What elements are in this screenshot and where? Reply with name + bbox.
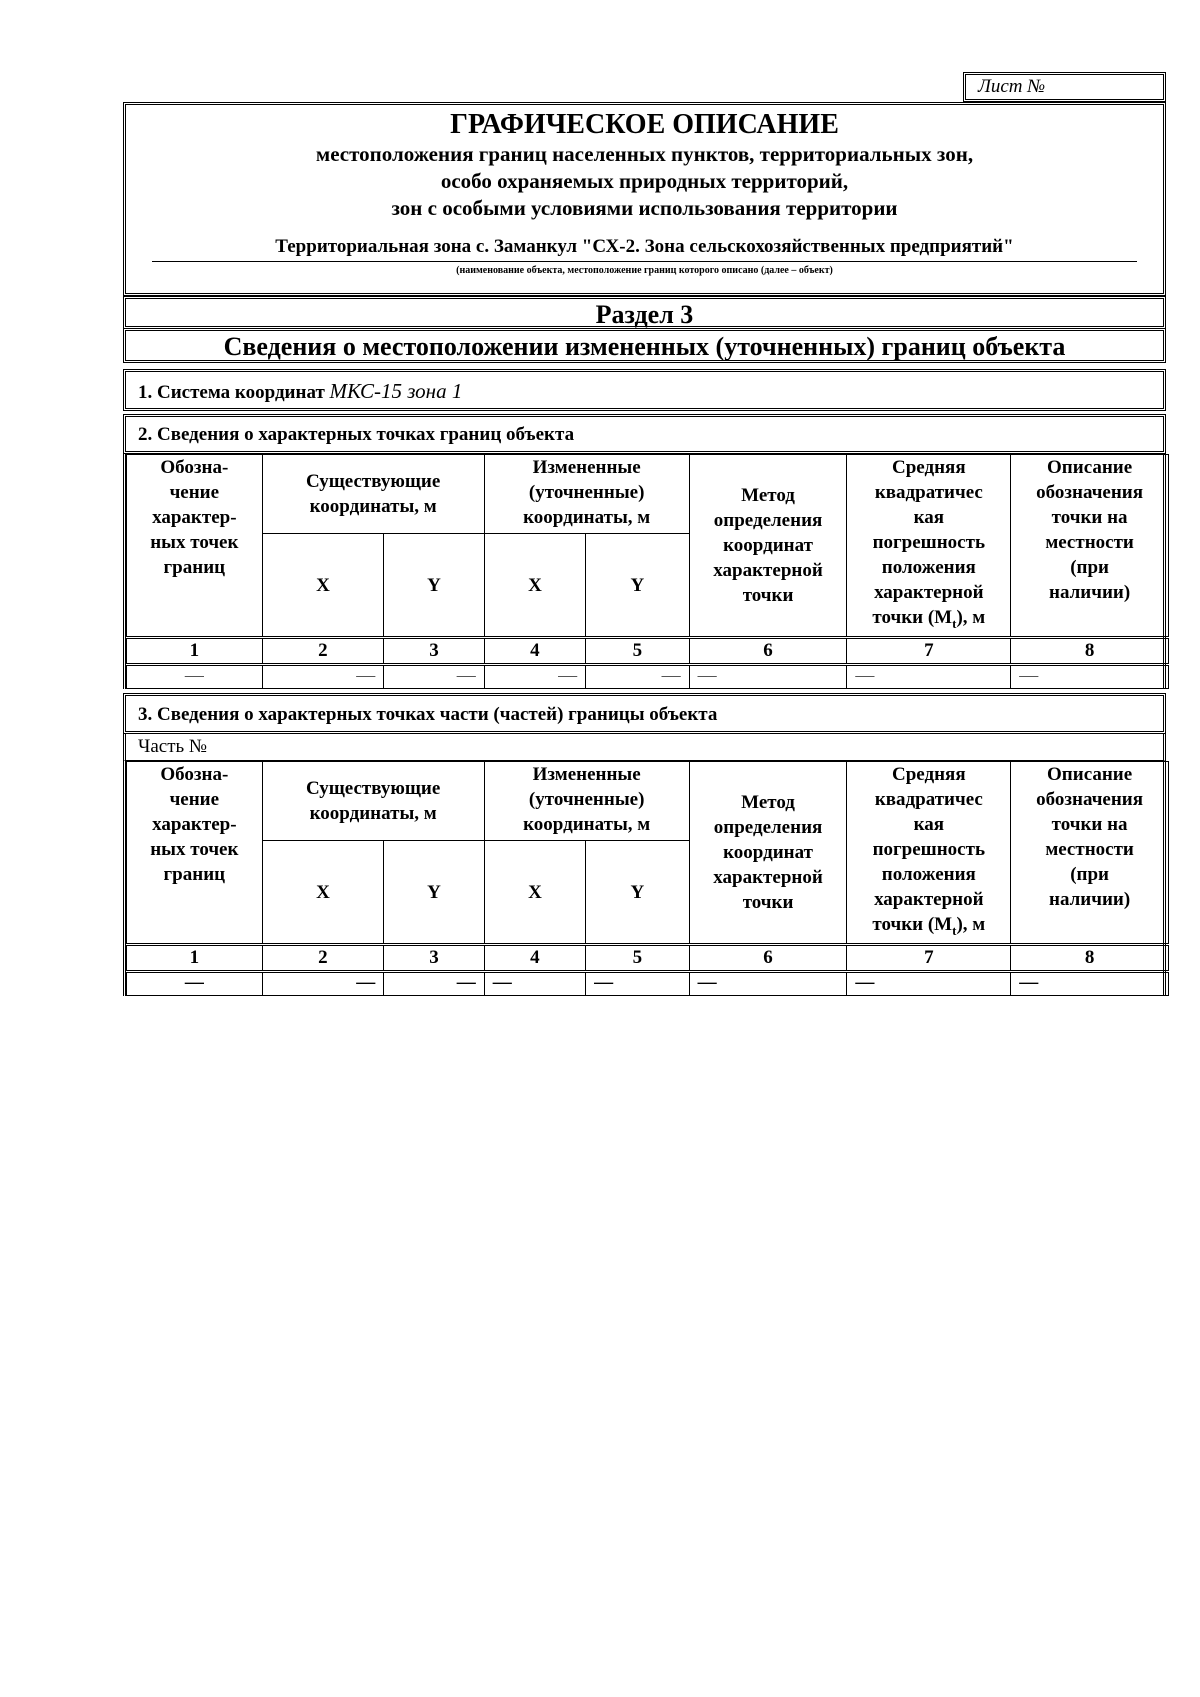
header-mean-error: Средняя квадратичес кая погрешность положения характерной точки $(M_t)$, м <box>847 762 1011 945</box>
object-name: Территориальная зона с. Заманкул "СХ-2. Зона сельскохозяйственных предприятий" <box>275 236 1014 257</box>
empty-cell-dash: — <box>127 972 263 996</box>
empty-cell-dash: — <box>1011 972 1169 996</box>
col-number-8: 8 <box>1011 945 1169 972</box>
header-changed-x: X <box>484 841 585 945</box>
form-header <box>123 102 1166 296</box>
section-subtitle: Сведения о местоположении измененных (уточненных) границ объекта <box>123 328 1166 363</box>
form-subtitle-3: зон с особыми условиями использования территории <box>391 196 898 220</box>
empty-cell-dash: — <box>586 972 690 996</box>
section-title: Раздел 3 <box>123 296 1166 329</box>
header-point-designation: Обозна- чение характер- ных точек границ <box>127 455 263 638</box>
col-number-6: 6 <box>689 945 847 972</box>
header-existing-y: Y <box>384 534 484 638</box>
header-existing-coords: Существующие координаты, м <box>262 762 484 841</box>
header-description: Описание обозначения точки на местности (при наличии) <box>1011 455 1169 638</box>
coordinate-system-row <box>123 369 1166 411</box>
boundary-points-table-wrap <box>123 454 1166 689</box>
column-number-row <box>127 638 1169 665</box>
empty-cell-dash: — <box>484 665 585 689</box>
empty-cell-dash: — <box>484 972 585 996</box>
header-description: Описание обозначения точки на местности (при наличии) <box>1011 762 1169 945</box>
boundary-parts-title: 3. Сведения о характерных точках части (частей) границы объекта <box>123 693 1166 734</box>
empty-cell-dash: — <box>847 972 1011 996</box>
boundary-points-title: 2. Сведения о характерных точках границ объекта <box>123 414 1166 454</box>
empty-cell-dash: — <box>262 972 384 996</box>
table-row <box>127 665 1169 689</box>
empty-cell-dash: — <box>586 665 690 689</box>
empty-cell-dash: — <box>384 972 484 996</box>
col-number-7: 7 <box>847 945 1011 972</box>
header-changed-y: Y <box>586 534 690 638</box>
header-existing-y: Y <box>384 841 484 945</box>
col-number-5: 5 <box>586 638 690 665</box>
form-subtitle-2: особо охраняемых природных территорий, <box>440 169 849 193</box>
col-number-1: 1 <box>127 945 263 972</box>
col-number-6: 6 <box>689 638 847 665</box>
col-number-7: 7 <box>847 638 1011 665</box>
form-subtitle-1: местоположения границ населенных пунктов, территориальных зон, <box>315 142 974 166</box>
header-changed-coords: Измененные (уточненные) координаты, м <box>484 455 689 534</box>
column-number-row <box>127 945 1169 972</box>
form-title: ГРАФИЧЕСКОЕ ОПИСАНИЕ <box>450 109 839 140</box>
col-number-8: 8 <box>1011 638 1169 665</box>
empty-cell-dash: — <box>384 665 484 689</box>
boundary-parts-table-wrap <box>123 761 1166 996</box>
sheet-number-box: Лист № <box>963 72 1166 102</box>
header-mean-error: Средняя квадратичес кая погрешность положения характерной точки $(M_t)$, м <box>847 455 1011 638</box>
part-number: Часть № <box>123 734 1166 761</box>
header-method: Метод определения координат характерной точки <box>689 762 847 945</box>
header-method: Метод определения координат характерной точки <box>689 455 847 638</box>
header-point-designation: Обозна- чение характер- ных точек границ <box>127 762 263 945</box>
col-number-2: 2 <box>262 638 384 665</box>
col-number-3: 3 <box>384 945 484 972</box>
col-number-5: 5 <box>586 945 690 972</box>
header-existing-x: X <box>262 841 384 945</box>
boundary-parts-table <box>126 761 1169 996</box>
coordinate-system-label: 1. Система координат <box>138 382 325 403</box>
empty-cell-dash: — <box>847 665 1011 689</box>
empty-cell-dash: — <box>689 665 847 689</box>
empty-cell-dash: — <box>689 972 847 996</box>
graphic-description-form <box>123 102 1166 996</box>
table-row <box>127 972 1169 996</box>
header-changed-x: X <box>484 534 585 638</box>
header-changed-coords: Измененные (уточненные) координаты, м <box>484 762 689 841</box>
col-number-4: 4 <box>484 638 585 665</box>
col-number-3: 3 <box>384 638 484 665</box>
header-existing-coords: Существующие координаты, м <box>262 455 484 534</box>
header-changed-y: Y <box>586 841 690 945</box>
col-number-4: 4 <box>484 945 585 972</box>
empty-cell-dash: — <box>1011 665 1169 689</box>
boundary-points-table <box>126 454 1169 689</box>
col-number-2: 2 <box>262 945 384 972</box>
object-name-hint: (наименование объекта, местоположение границ которого описано (далее – объект) <box>456 265 833 276</box>
object-name-underline <box>152 261 1137 262</box>
header-existing-x: X <box>262 534 384 638</box>
empty-cell-dash: — <box>262 665 384 689</box>
empty-cell-dash: — <box>127 665 263 689</box>
coordinate-system-value: МКС-15 зона 1 <box>329 379 463 403</box>
col-number-1: 1 <box>127 638 263 665</box>
